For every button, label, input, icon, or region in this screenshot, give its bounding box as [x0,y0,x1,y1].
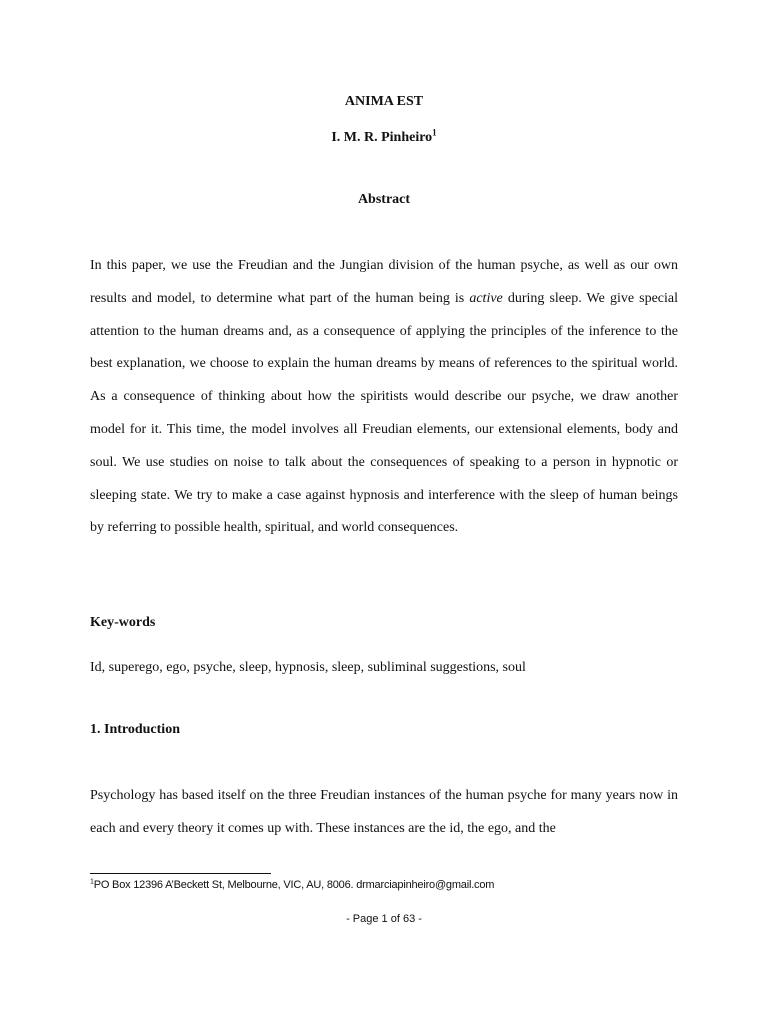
page-number: - Page 1 of 63 - [346,913,422,925]
footnote-separator [90,873,271,874]
introduction-heading: 1. Introduction [90,722,180,737]
author-line [0,127,768,146]
author-name: I. M. R. Pinheiro [331,130,433,145]
keywords-list: Id, superego, ego, psyche, sleep, hypnosis, sleep, subliminal suggestions, soul [90,660,526,675]
author-footnote-marker: 1 [432,127,437,138]
keywords-heading: Key-words [90,615,156,630]
paper-title: ANIMA EST [344,94,424,109]
abstract-text-part-2: during sleep. We give special attention to the human dreams and, as a consequence of applying the principles of the inference to the best explanation, we choose to explain the human dreams by means of references to the spiritual world. As a consequence of thinking about how the spiritists would describe our psyche, we draw another model for it. This time, the model involves all Freudian elements, our extensional elements, body and soul. We use studies on noise to talk about the consequences of speaking to a person in hypnotic or sleeping state. We try to make a case against hypnosis and interference with the sleep of human beings by referring to possible health, spiritual, and world consequences. [90,290,678,536]
introduction-paragraph: Psychology has based itself on the three Freudian instances of the human psyche for many years now in each and every theory it comes up with. These instances are the id, the ego, and the [90,788,678,836]
abstract-emphasis: active [469,290,503,306]
footnote-marker: 1 [90,878,94,886]
abstract-paragraph [90,250,678,545]
footnote [90,879,494,891]
footnote-text: PO Box 12396 A’Beckett St, Melbourne, VIC, AU, 8006. drmarciapinheiro@gmail.com [93,879,495,891]
abstract-heading: Abstract [357,192,411,207]
abstract-text-part-1: In this paper, we use the Freudian and the Jungian division of the human psyche, as well as our own results and model, to determine what part of the human being is [90,258,678,306]
